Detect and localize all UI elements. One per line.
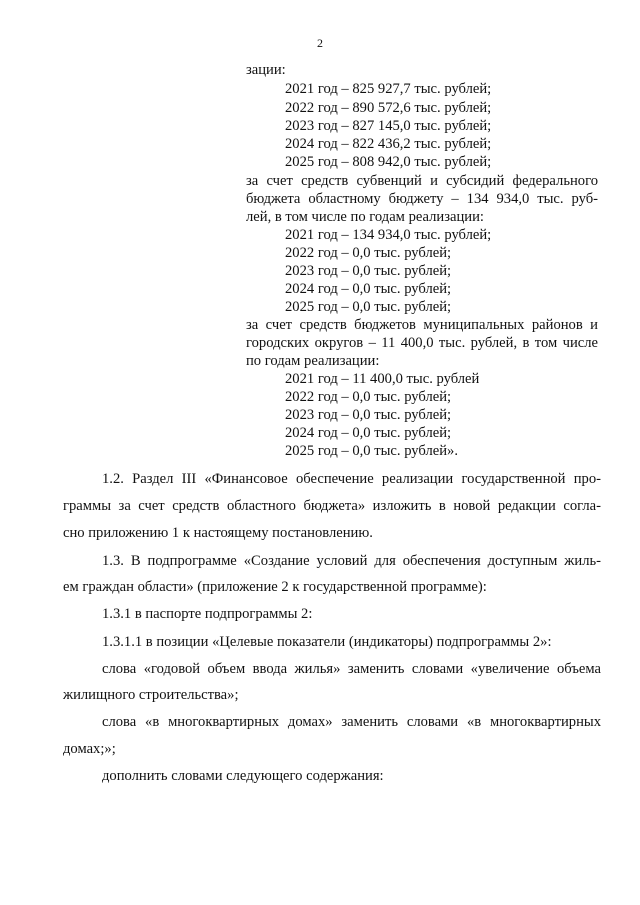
text-line-continuation: зации: xyxy=(246,62,286,78)
paragraph-1-3-1-1: 1.3.1.1 в позиции «Целевые показатели (индикаторы) подпрограммы 2»: xyxy=(102,634,552,650)
federal-year-2025: 2025 год – 0,0 тыс. рублей; xyxy=(285,299,452,315)
replacement-2-line-2: домах;»; xyxy=(63,741,116,757)
municipal-year-2025: 2025 год – 0,0 тыс. рублей». xyxy=(285,443,458,459)
paragraph-1-2-line-2: граммы за счет средств областного бюджета» изложить в новой редакции согла- xyxy=(63,498,601,514)
regional-year-2021: 2021 год – 825 927,7 тыс. рублей; xyxy=(285,81,492,97)
municipal-year-2023: 2023 год – 0,0 тыс. рублей; xyxy=(285,407,452,423)
federal-year-2021: 2021 год – 134 934,0 тыс. рублей; xyxy=(285,227,492,243)
federal-year-2023: 2023 год – 0,0 тыс. рублей; xyxy=(285,263,452,279)
replacement-1-line-1: слова «годовой объем ввода жилья» заменить словами «увеличение объема xyxy=(102,661,601,677)
regional-year-2024: 2024 год – 822 436,2 тыс. рублей; xyxy=(285,136,492,152)
federal-funding-intro-line-3: лей, в том числе по годам реализации: xyxy=(246,209,484,225)
regional-year-2023: 2023 год – 827 145,0 тыс. рублей; xyxy=(285,118,492,134)
federal-year-2024: 2024 год – 0,0 тыс. рублей; xyxy=(285,281,452,297)
addition-intro: дополнить словами следующего содержания: xyxy=(102,768,384,784)
municipal-funding-intro-line-3: по годам реализации: xyxy=(246,353,380,369)
page-number: 2 xyxy=(317,36,323,50)
paragraph-1-3-1: 1.3.1 в паспорте подпрограммы 2: xyxy=(102,606,313,622)
municipal-funding-intro-line-2: городских округов – 11 400,0 тыс. рублей, в том числе xyxy=(246,335,598,351)
paragraph-1-3-line-2: ем граждан области» (приложение 2 к государственной программе): xyxy=(63,579,487,595)
regional-year-2025: 2025 год – 808 942,0 тыс. рублей; xyxy=(285,154,492,170)
paragraph-1-2-line-1: 1.2. Раздел III «Финансовое обеспечение реализации государственной про- xyxy=(102,471,601,487)
federal-funding-intro-line-1: за счет средств субвенций и субсидий федерального xyxy=(246,173,598,189)
regional-year-2022: 2022 год – 890 572,6 тыс. рублей; xyxy=(285,100,492,116)
municipal-funding-intro-line-1: за счет средств бюджетов муниципальных районов и xyxy=(246,317,598,333)
municipal-year-2022: 2022 год – 0,0 тыс. рублей; xyxy=(285,389,452,405)
municipal-year-2024: 2024 год – 0,0 тыс. рублей; xyxy=(285,425,452,441)
paragraph-1-2-line-3: сно приложению 1 к настоящему постановлению. xyxy=(63,525,373,541)
federal-funding-intro-line-2: бюджета областному бюджету – 134 934,0 тыс. руб- xyxy=(246,191,598,207)
paragraph-1-3-line-1: 1.3. В подпрограмме «Создание условий для обеспечения доступным жиль- xyxy=(102,553,601,569)
federal-year-2022: 2022 год – 0,0 тыс. рублей; xyxy=(285,245,452,261)
replacement-2-line-1: слова «в многоквартирных домах» заменить словами «в многоквартирных xyxy=(102,714,601,730)
replacement-1-line-2: жилищного строительства»; xyxy=(63,687,239,703)
municipal-year-2021: 2021 год – 11 400,0 тыс. рублей xyxy=(285,371,480,387)
